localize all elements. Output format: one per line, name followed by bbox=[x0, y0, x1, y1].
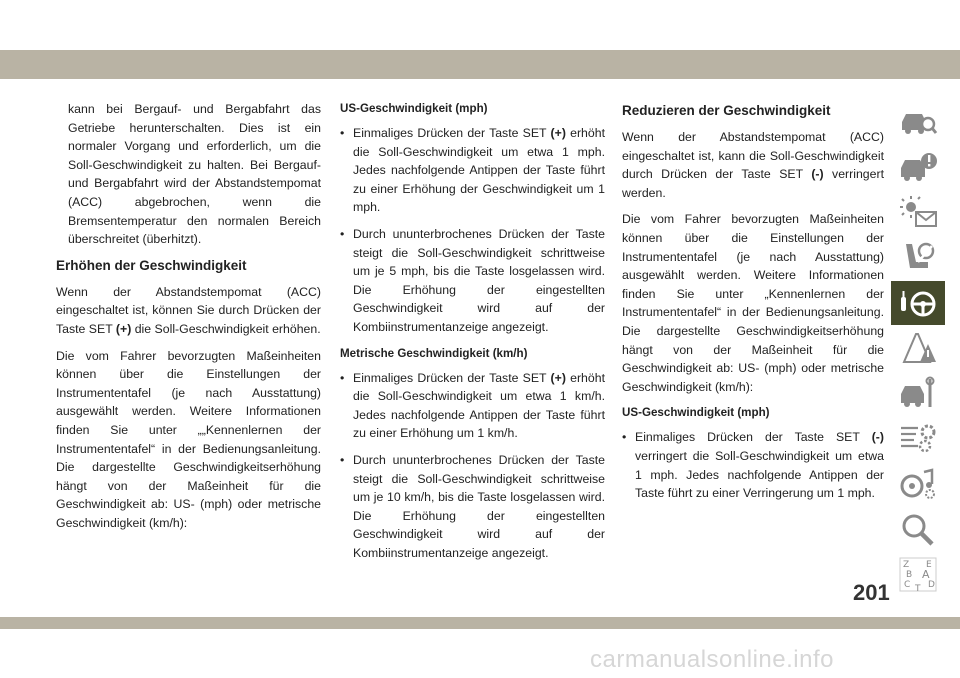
car-search-icon bbox=[898, 104, 938, 141]
column-1 bbox=[56, 100, 321, 540]
text-fragment: erhöht die Soll-Geschwindigkeit um etwa 1 mph. Jedes nachfolgende Antippen der Taste führt zu einer Erhöhung der Geschwindigkeit um 1 mph. bbox=[353, 126, 605, 215]
text-fragment: verringert werden. bbox=[622, 167, 884, 200]
header-band bbox=[0, 50, 960, 79]
set-plus-key: (+) bbox=[550, 126, 566, 140]
car-info-icon bbox=[898, 149, 938, 186]
units-paragraph: Die vom Fahrer bevorzugten Maßeinheiten können über die Einstellungen der Instrumententafel (je nach Ausstattung) ausgewählt werden. Weitere Informationen finden Sie unter „Kennenlernen der Instrumententafel“ in der Bedienungsanleitung. Die dargestellte Geschwindigkeitserhöhung hängt von der Maßeinheit für die Geschwindigkeit ab: US- (mph) oder metrische Geschwindigkeit (km/h): bbox=[622, 212, 884, 394]
tab-service[interactable] bbox=[891, 371, 945, 416]
set-minus-key: (-) bbox=[871, 430, 884, 445]
us-speed-heading: US-Geschwindigkeit (mph) bbox=[622, 406, 770, 420]
svg-text:B: B bbox=[906, 569, 913, 580]
us-speed-list bbox=[340, 124, 605, 337]
us-speed-heading: US-Geschwindigkeit (mph) bbox=[340, 102, 488, 115]
set-plus-key: (+) bbox=[115, 321, 132, 336]
multimedia-gear-icon bbox=[898, 466, 938, 503]
list-item: • Durch ununterbrochenes Drücken der Taste steigt die Soll-Geschwindigkeit schrittweise um je 10 km/h, bis die Taste losgelassen wird. Die Erhöhung der eingestellten Geschwindigkeit wird auf der Kombiinstrumentanzeige angezeigt. bbox=[340, 451, 605, 563]
svg-text:T: T bbox=[915, 583, 921, 593]
us-speed-reduce-list bbox=[622, 428, 884, 502]
tab-index[interactable] bbox=[891, 552, 945, 597]
reduce-paragraph bbox=[622, 128, 884, 202]
metric-speed-list bbox=[340, 369, 605, 563]
text-fragment: die Soll-Geschwindigkeit erhöhen. bbox=[131, 321, 321, 336]
text-fragment: Wenn der Abstandstempomat (ACC) eingeschaltet ist, kann die Soll-Geschwindigkeit durch Drücken der Taste SET bbox=[622, 130, 884, 182]
tab-starting-operating[interactable] bbox=[891, 281, 945, 326]
text-fragment: Einmaliges Drücken der Taste SET bbox=[353, 370, 551, 385]
list-item: • Durch ununterbrochenes Drücken der Taste steigt die Soll-Geschwindigkeit schrittweise um je 5 mph, bis die Taste losgelassen wird. Die Erhöhung der eingestellten Geschwindigkeit wird auf der Kombiinstrumentanzeige angezeigt. bbox=[340, 225, 605, 337]
tab-warning-lights[interactable] bbox=[891, 190, 945, 235]
metric-speed-heading: Metrische Geschwindigkeit (km/h) bbox=[340, 346, 528, 360]
tab-car-info[interactable] bbox=[891, 145, 945, 190]
list-item bbox=[340, 124, 605, 217]
car-service-tools-icon bbox=[898, 375, 938, 412]
steering-wheel-key-icon bbox=[898, 285, 938, 322]
list-item bbox=[622, 428, 884, 502]
watermark: carmanualsonline.info bbox=[590, 646, 834, 673]
section-heading-reduce: Reduzieren der Geschwindigkeit bbox=[622, 103, 831, 118]
text-fragment: Wenn der Abstandstempomat (ACC) eingeschaltet ist, können Sie durch Drücken der Taste SET bbox=[56, 284, 321, 336]
set-minus-key: (-) bbox=[811, 167, 824, 182]
page-number: 201 bbox=[853, 580, 890, 605]
magnifier-icon bbox=[898, 511, 938, 548]
increase-paragraph bbox=[56, 283, 321, 339]
svg-text:Z: Z bbox=[903, 559, 910, 570]
units-paragraph: Die vom Fahrer bevorzugten Maßeinheiten können über die Einstellungen der Instrumententafel (je nach Ausstattung) ausgewählt werden. Weitere Informationen finden Sie unter „„Kennenlernen der Instrumententafel“ in der Bedienungsanleitung. Die dargestellte Geschwindigkeitserhöhung hängt von der Maßeinheit für die Geschwindigkeit ab: US- (mph) oder metrische Geschwindigkeit (km/h): bbox=[56, 348, 321, 530]
column-2 bbox=[340, 100, 605, 570]
text-fragment: verringert die Soll-Geschwindigkeit um etwa 1 mph. Jedes nachfolgende Antippen der Taste führt zu einer Verringerung um 1 mph. bbox=[635, 448, 884, 501]
text-fragment: Einmaliges Drücken der Taste SET bbox=[635, 430, 872, 445]
column-3 bbox=[622, 100, 884, 511]
tab-technical-data[interactable] bbox=[891, 416, 945, 461]
warning-light-message-icon bbox=[898, 194, 938, 231]
svg-text:E: E bbox=[926, 559, 932, 570]
text-fragment: Einmaliges Drücken der Taste SET bbox=[353, 126, 551, 140]
intro-paragraph: kann bei Bergauf- und Bergabfahrt das Getriebe herunterschalten. Dies ist ein normaler Vorgang und erforderlich, um die Soll-Geschwindigkeit zu halten. Bei Bergauf- und Bergabfahrt wird der Abstandstempomat (ACC) abgebrochen, wenn die Bremsentemperatur den normalen Bereich überschreitet (überhitzt). bbox=[68, 102, 321, 247]
chapter-tabs bbox=[891, 100, 945, 597]
svg-text:A: A bbox=[922, 567, 930, 581]
section-heading-increase: Erhöhen der Geschwindigkeit bbox=[56, 257, 247, 273]
seat-airbag-icon bbox=[898, 240, 938, 277]
svg-text:C: C bbox=[904, 579, 911, 590]
tab-customer-assistance[interactable] bbox=[891, 507, 945, 552]
list-item bbox=[340, 369, 605, 443]
set-plus-key: (+) bbox=[550, 370, 566, 385]
tab-emergency[interactable] bbox=[891, 326, 945, 371]
tab-multimedia[interactable] bbox=[891, 462, 945, 507]
alphabet-index-icon bbox=[898, 556, 938, 593]
text-fragment: erhöht die Soll-Geschwindigkeit um etwa 1 km/h. Jedes nachfolgende Antippen der Taste führt zu einer Erhöhung um 1 km/h. bbox=[353, 370, 605, 441]
svg-text:D: D bbox=[928, 579, 935, 590]
footer-band bbox=[0, 617, 960, 629]
tab-car-search[interactable] bbox=[891, 100, 945, 145]
list-gear-icon bbox=[898, 420, 938, 457]
tab-seat-airbag[interactable] bbox=[891, 236, 945, 281]
hazard-road-icon bbox=[898, 330, 938, 367]
